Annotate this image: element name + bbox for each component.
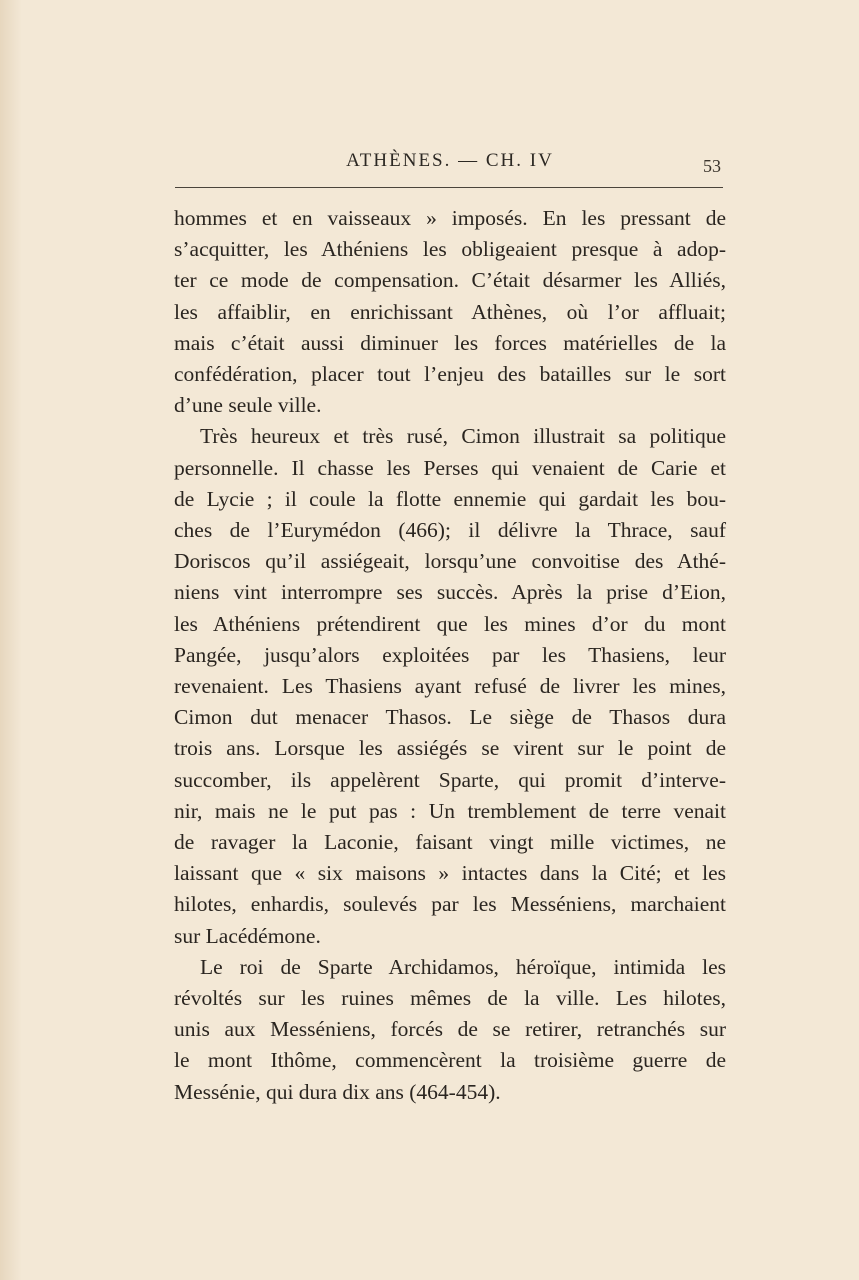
text-line: de Lycie ; il coule la flotte ennemie qui gardait les bou- (174, 486, 726, 511)
text-line: hilotes, enhardis, soulevés par les Messéniens, marchaient (174, 892, 726, 917)
page-number: 53 (703, 156, 721, 176)
text-line: niens vint interrompre ses succès. Après la prise d’Eion, (174, 580, 726, 605)
text-line: hommes et en vaisseaux » imposés. En les pressant de (174, 206, 726, 230)
text-line: Messénie, qui dura dix ans (464-454). (174, 1079, 501, 1104)
text-line: révoltés sur les ruines mêmes de la ville. Les hilotes, (174, 986, 726, 1011)
text-line: Pangée, jusqu’alors exploitées par les Thasiens, leur (174, 642, 726, 667)
text-line: le mont Ithôme, commencèrent la troisième guerre de (174, 1048, 726, 1073)
text-line: mais c’était aussi diminuer les forces matérielles de la (174, 330, 726, 355)
running-head (175, 150, 725, 180)
text-line: les affaiblir, en enrichissant Athènes, où l’or affluait; (174, 299, 726, 324)
text-line: Doriscos qu’il assiégeait, lorsqu’une convoitise des Athé- (174, 549, 726, 574)
text-line: personnelle. Il chasse les Perses qui venaient de Carie et (174, 455, 726, 480)
paragraph (174, 421, 726, 951)
paragraph (174, 952, 726, 1108)
text-line: d’une seule ville. (174, 393, 322, 418)
text-line: ches de l’Eurymédon (466); il délivre la Thrace, sauf (174, 518, 726, 543)
text-line: nir, mais ne le put pas : Un tremblement de terre venait (174, 798, 726, 823)
text-line: s’acquitter, les Athéniens les obligeaient presque à adop- (174, 237, 726, 262)
text-line: sur Lacédémone. (174, 923, 321, 948)
text-line: ter ce mode de compensation. C’était désarmer les Alliés, (174, 268, 726, 293)
text-line: confédération, placer tout l’enjeu des batailles sur le sort (174, 362, 726, 387)
text-line: revenaient. Les Thasiens ayant refusé de livrer les mines, (174, 674, 726, 699)
running-title: ATHÈNES. — CH. IV (346, 150, 554, 171)
text-line: laissant que « six maisons » intactes dans la Cité; et les (174, 861, 726, 886)
text-line: Cimon dut menacer Thasos. Le siège de Thasos dura (174, 705, 726, 730)
text-line: unis aux Messéniens, forcés de se retirer, retranchés sur (174, 1017, 726, 1042)
text-line: les Athéniens prétendirent que les mines d’or du mont (174, 611, 726, 636)
text-line: succomber, ils appelèrent Sparte, qui promit d’interve- (174, 767, 726, 792)
body-text (174, 203, 726, 1108)
text-line: Très heureux et très rusé, Cimon illustrait sa politique (200, 424, 726, 449)
text-line: trois ans. Lorsque les assiégés se virent sur le point de (174, 736, 726, 761)
header-rule (175, 187, 723, 188)
text-line: de ravager la Laconie, faisant vingt mille victimes, ne (174, 830, 726, 855)
text-line: Le roi de Sparte Archidamos, héroïque, intimida les (200, 954, 726, 979)
paragraph (174, 203, 726, 421)
